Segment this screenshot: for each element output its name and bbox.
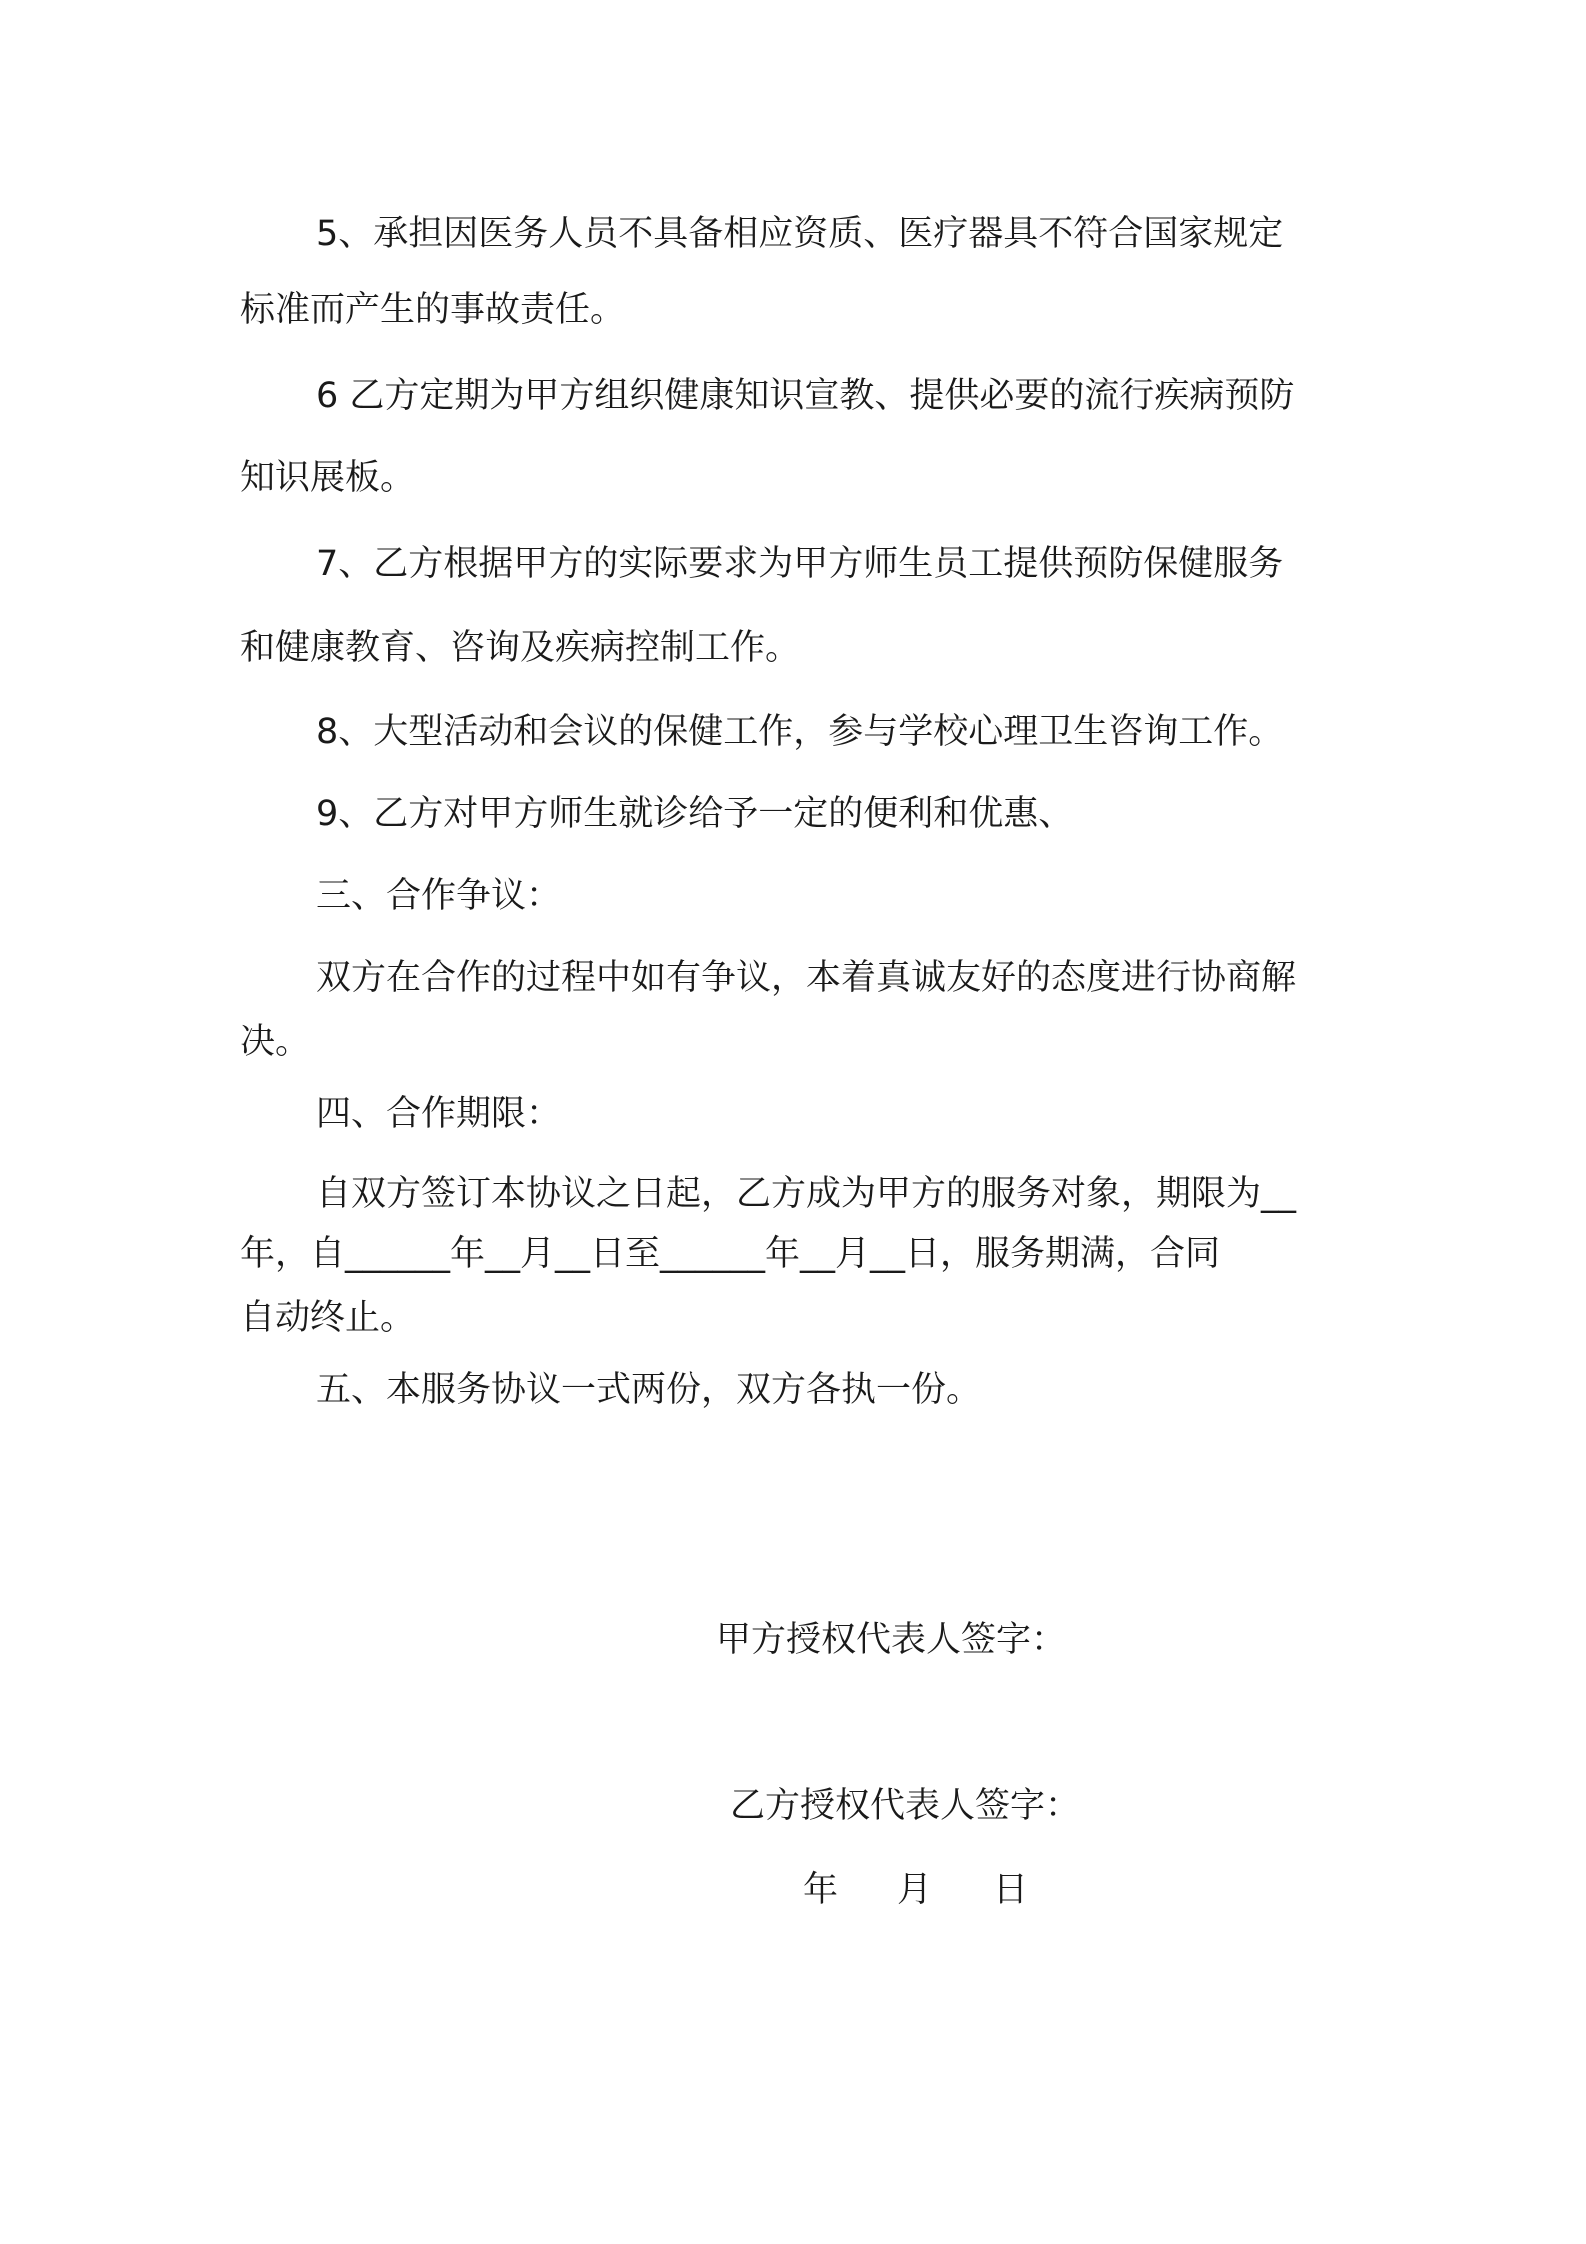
clause-9: 9、乙方对甲方师生就诊给予一定的便利和优惠、 — [316, 794, 1074, 834]
section-3-heading: 三、合作争议： — [316, 876, 562, 916]
section-4-line-2: 年，自______年__月__日至______年__月__日，服务期满，合同 — [240, 1234, 1221, 1274]
section-4-line-3: 自动终止。 — [240, 1298, 416, 1338]
clause-5-line-1: 5、承担因医务人员不具备相应资质、医疗器具不符合国家规定 — [316, 214, 1284, 254]
clause-5-line-2: 标准而产生的事故责任。 — [240, 290, 626, 330]
clause-6-line-1: 6 乙方定期为甲方组织健康知识宣教、提供必要的流行疾病预防 — [316, 376, 1295, 416]
section-4-heading: 四、合作期限： — [316, 1094, 562, 1134]
party-a-signature-label: 甲方授权代表人签字： — [716, 1620, 1067, 1660]
section-4-line-1: 自双方签订本协议之日起，乙方成为甲方的服务对象，期限为__ — [316, 1174, 1297, 1214]
clause-7-line-1: 7、乙方根据甲方的实际要求为甲方师生员工提供预防保健服务 — [316, 544, 1284, 584]
date-day-label: 日 — [993, 1870, 1029, 1910]
party-b-signature-label: 乙方授权代表人签字： — [730, 1786, 1081, 1826]
date-year-label: 年 — [803, 1870, 839, 1910]
clause-8: 8、大型活动和会议的保健工作，参与学校心理卫生咨询工作。 — [316, 712, 1284, 752]
date-month-label: 月 — [897, 1870, 933, 1910]
section-5: 五、本服务协议一式两份，双方各执一份。 — [316, 1370, 982, 1410]
clause-6-line-2: 知识展板。 — [240, 458, 416, 498]
section-3-line-2: 决。 — [240, 1022, 311, 1062]
section-3-line-1: 双方在合作的过程中如有争议，本着真诚友好的态度进行协商解 — [316, 958, 1297, 998]
clause-7-line-2: 和健康教育、咨询及疾病控制工作。 — [240, 628, 801, 668]
signature-date-line — [803, 1866, 1033, 1914]
